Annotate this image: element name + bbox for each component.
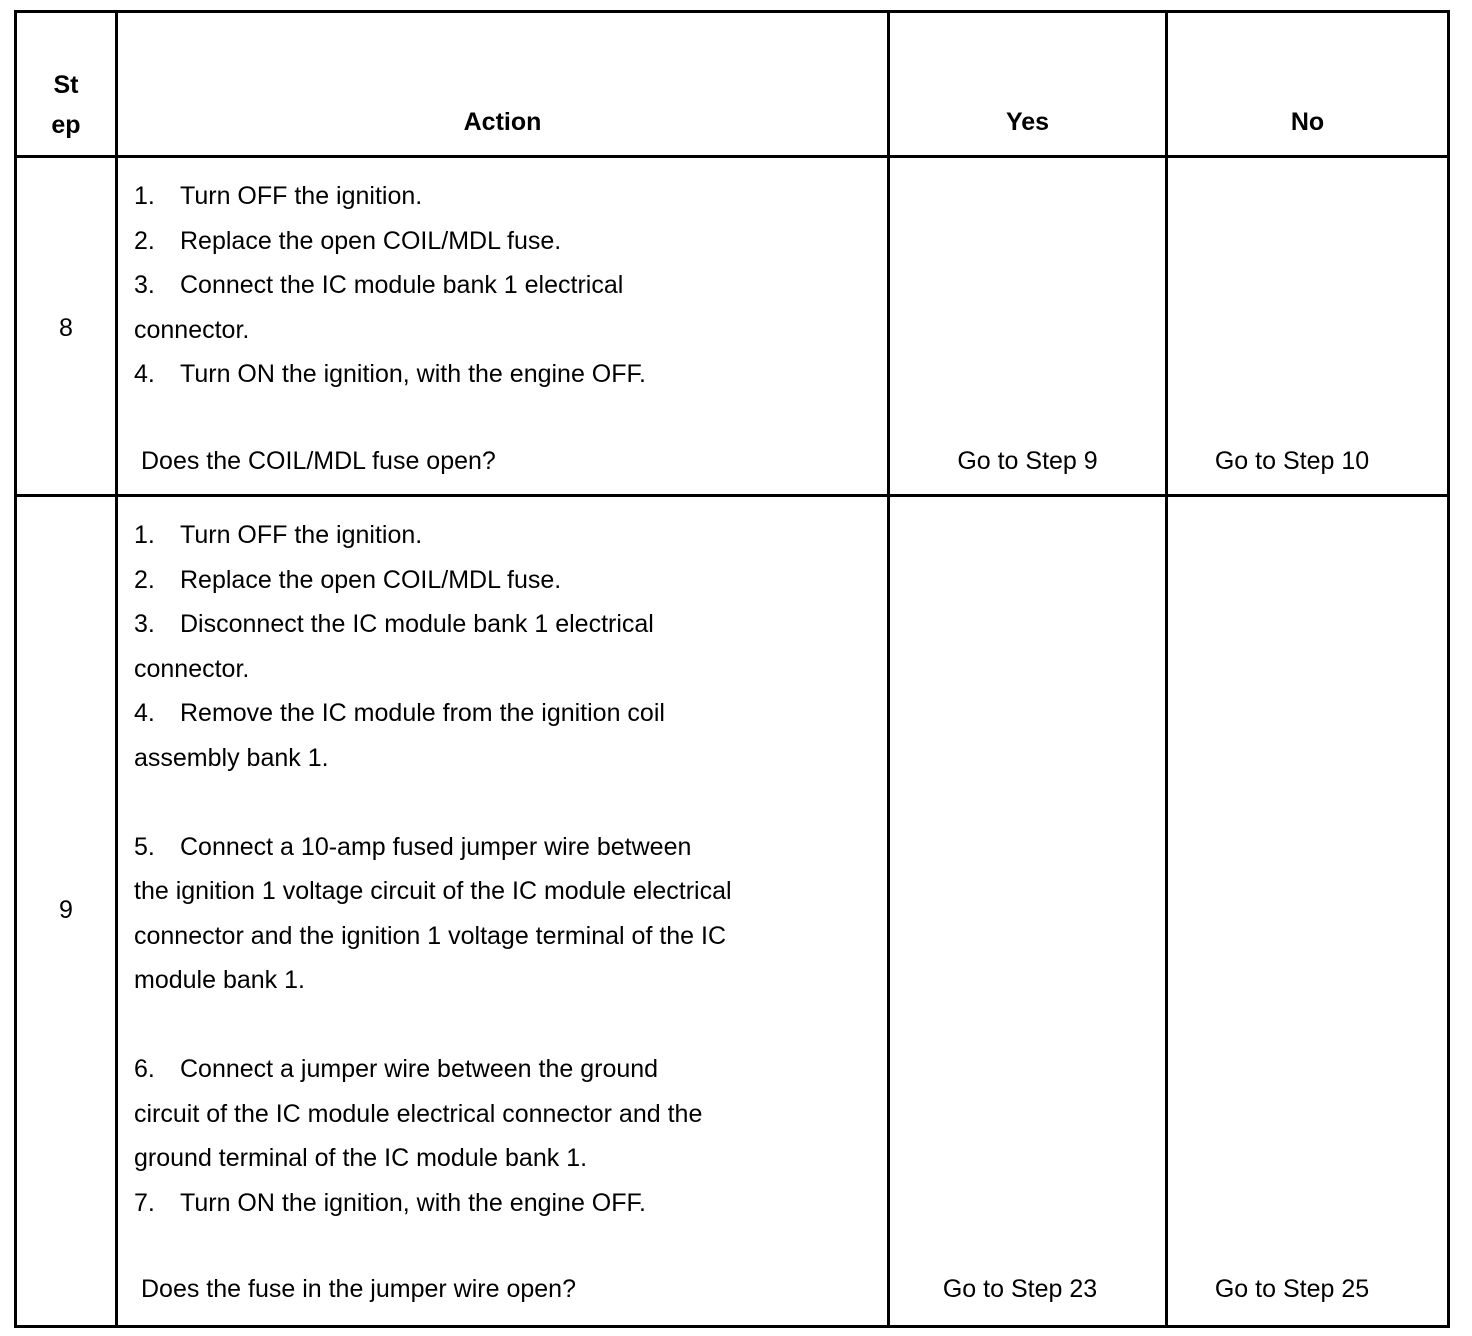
blank-line xyxy=(134,780,732,825)
question-text: Does the COIL/MDL fuse open? xyxy=(141,447,496,475)
action-item: circuit of the IC module electrical connector and the xyxy=(134,1099,703,1128)
column-divider xyxy=(887,10,890,1328)
step-number: 9 xyxy=(59,896,73,924)
action-item: 3. Disconnect the IC module bank 1 electrical xyxy=(134,610,654,638)
action-item: 2. Replace the open COIL/MDL fuse. xyxy=(134,565,562,594)
row-divider xyxy=(14,494,1450,497)
table-border-right xyxy=(1447,10,1450,1328)
table-border-top xyxy=(14,10,1450,13)
column-divider xyxy=(115,10,118,1328)
no-result: Go to Step 25 xyxy=(1214,1275,1370,1303)
header-step-line1: St xyxy=(53,71,79,99)
action-item: 4. Remove the IC module from the ignition coil xyxy=(134,699,665,727)
action-item: module bank 1. xyxy=(134,966,305,994)
table-border-bottom xyxy=(14,1325,1450,1328)
header-step-line2: ep xyxy=(51,111,81,139)
action-item: connector. xyxy=(134,654,250,683)
question-text: Does the fuse in the jumper wire open? xyxy=(141,1275,576,1303)
table-border-left xyxy=(14,10,17,1328)
header-step xyxy=(17,65,115,145)
action-item: ground terminal of the IC module bank 1. xyxy=(134,1144,588,1172)
action-item: 5. Connect a 10-amp fused jumper wire between xyxy=(134,832,692,861)
action-item: assembly bank 1. xyxy=(134,743,329,772)
column-divider xyxy=(1165,10,1168,1328)
action-item: 4. Turn ON the ignition, with the engine OFF. xyxy=(134,360,646,388)
header-no: No xyxy=(1290,108,1325,136)
no-result: Go to Step 10 xyxy=(1214,447,1370,475)
yes-result: Go to Step 9 xyxy=(957,447,1098,475)
yes-result: Go to Step 23 xyxy=(942,1275,1098,1303)
header-action: Action xyxy=(463,108,542,136)
action-item: 6. Connect a jumper wire between the ground xyxy=(134,1055,659,1083)
action-list xyxy=(134,174,646,397)
action-list xyxy=(134,513,732,1225)
action-item: 3. Connect the IC module bank 1 electrical xyxy=(134,271,624,299)
action-item: connector. xyxy=(134,315,250,344)
blank-line xyxy=(134,1003,732,1048)
action-item: 1. Turn OFF the ignition. xyxy=(134,521,423,549)
action-item: connector and the ignition 1 voltage terminal of the IC xyxy=(134,921,727,950)
diagnostic-table xyxy=(14,10,1450,1328)
action-item: 7. Turn ON the ignition, with the engine OFF. xyxy=(134,1188,646,1217)
action-item: 1. Turn OFF the ignition. xyxy=(134,182,423,210)
step-number: 8 xyxy=(59,314,73,342)
header-yes: Yes xyxy=(1005,108,1050,136)
action-item: 2. Replace the open COIL/MDL fuse. xyxy=(134,226,562,255)
row-divider xyxy=(14,155,1450,158)
action-item: the ignition 1 voltage circuit of the IC module electrical xyxy=(134,877,732,905)
